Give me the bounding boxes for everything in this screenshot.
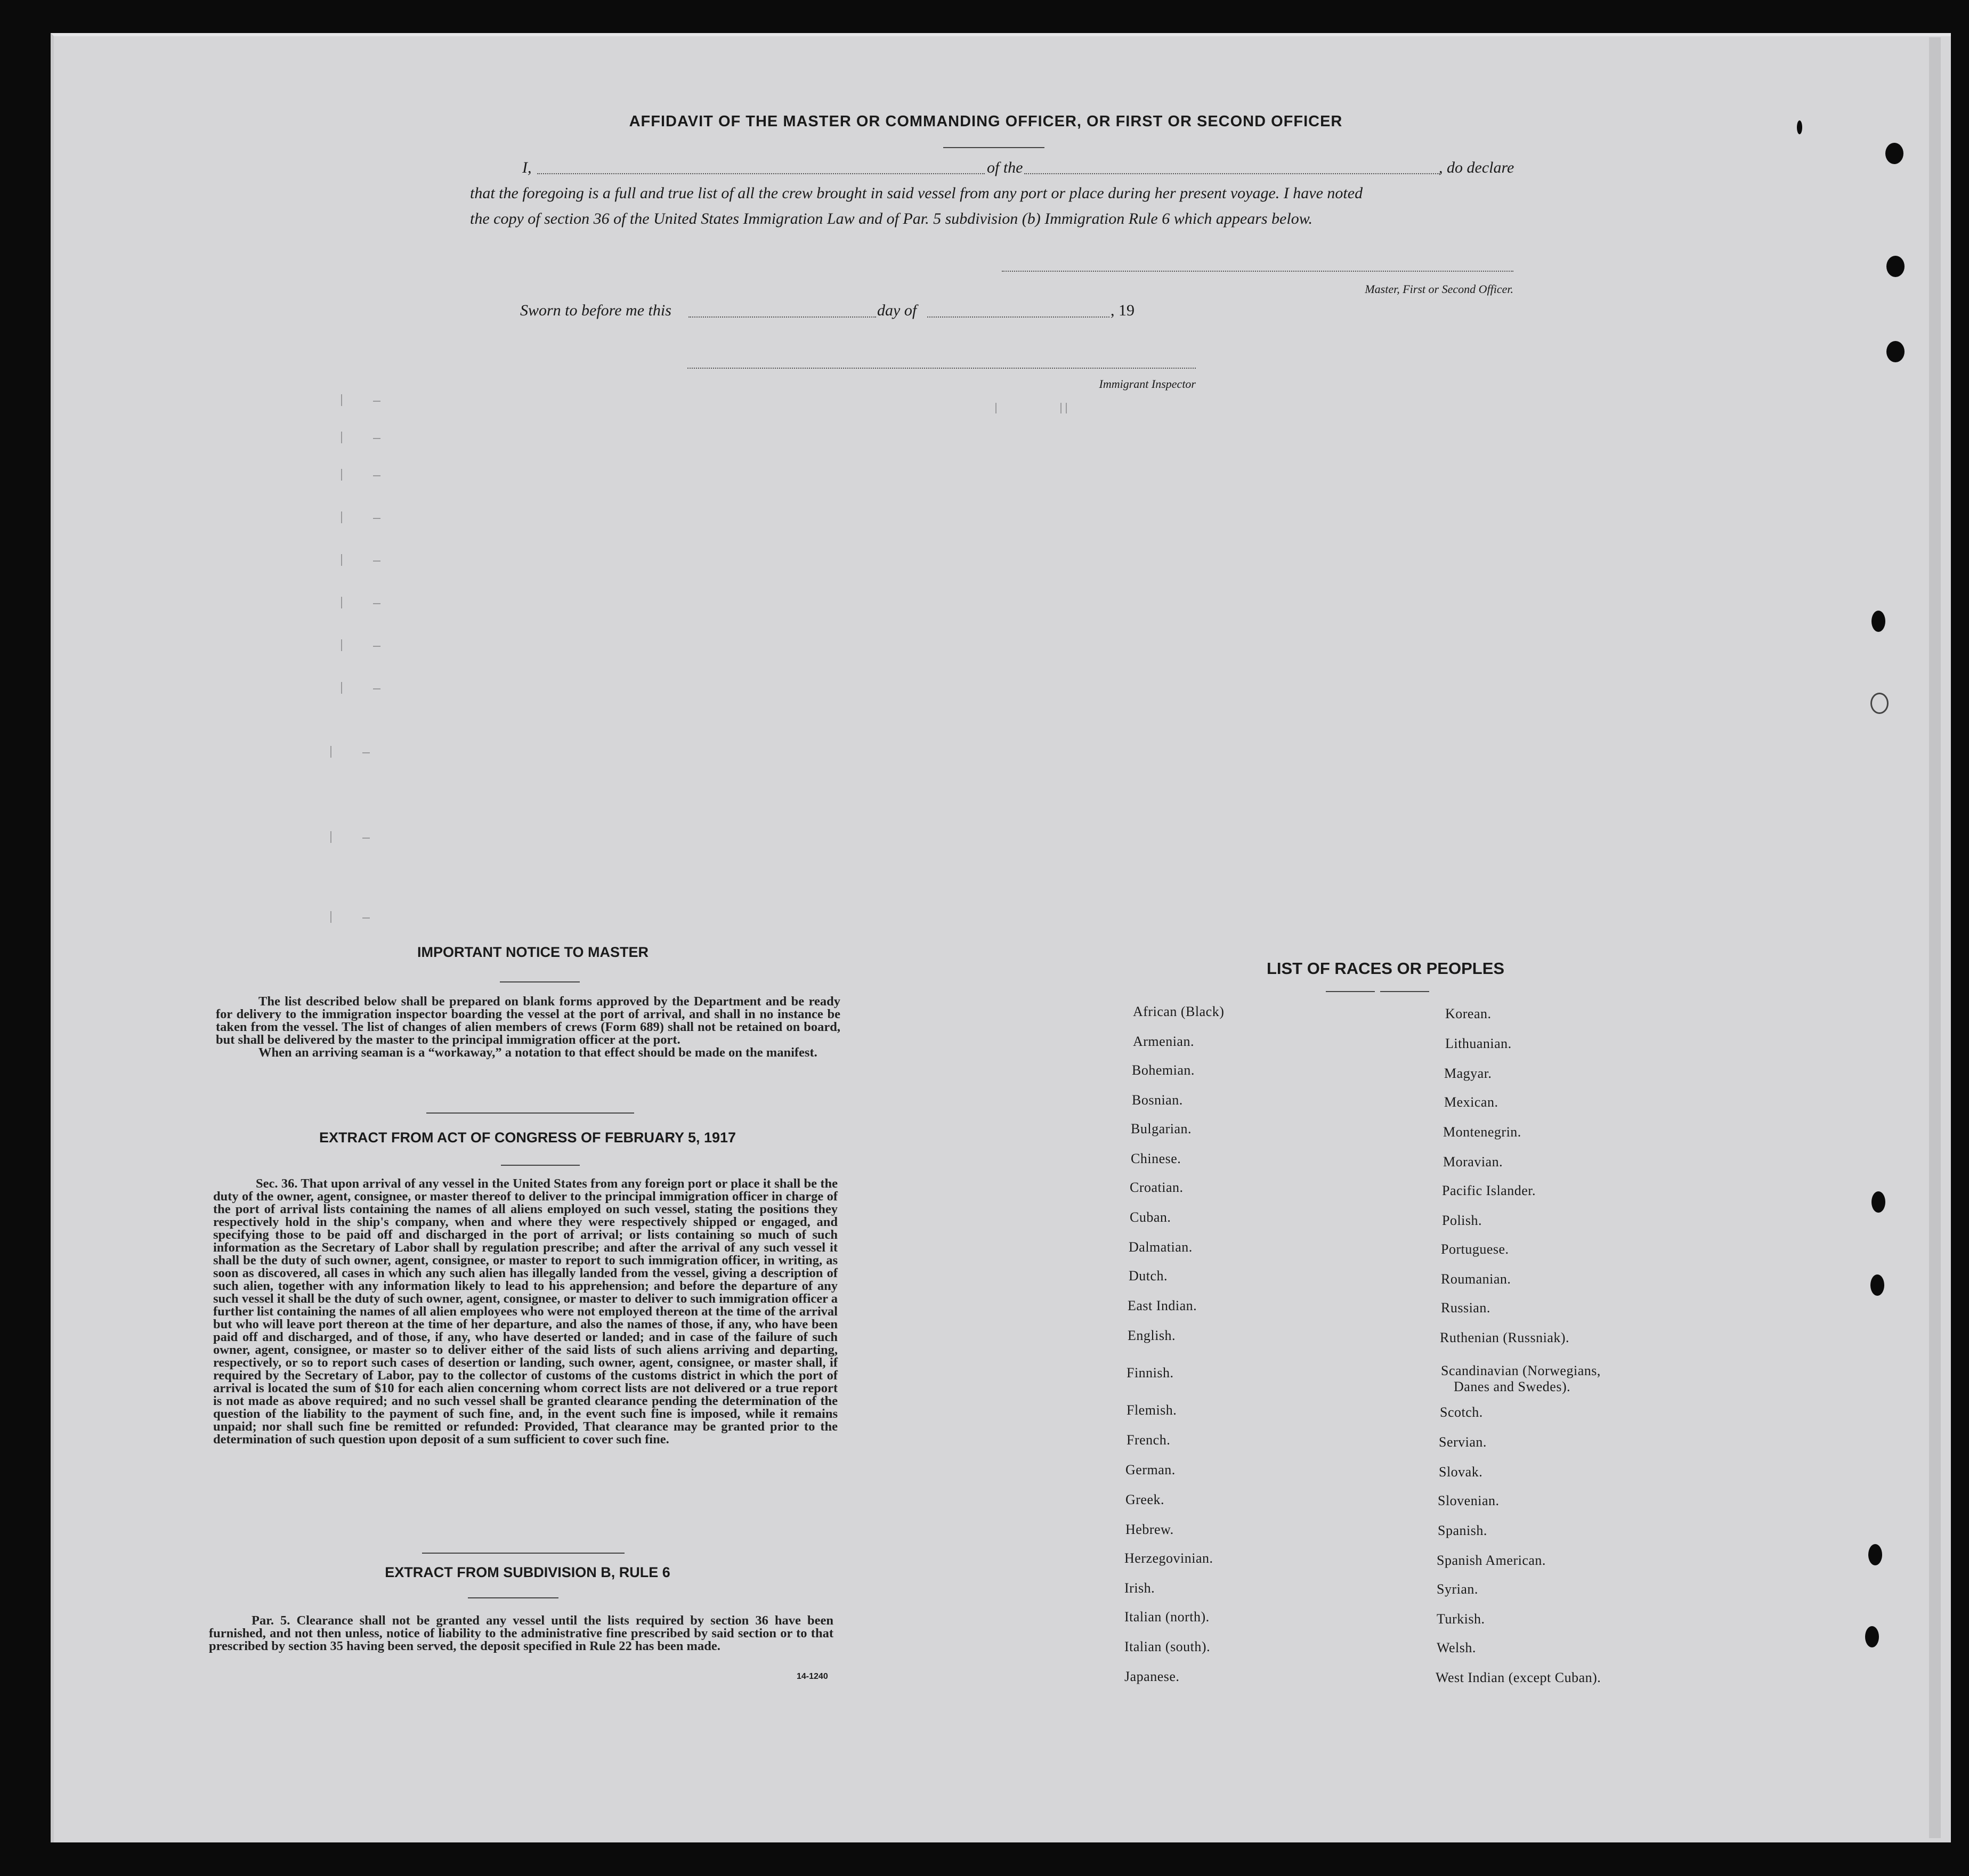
faint-mark (341, 394, 342, 406)
faint-mark (341, 432, 342, 443)
race-item: West Indian (except Cuban). (1436, 1670, 1601, 1685)
race-item: Ruthenian (Russniak). (1440, 1330, 1570, 1345)
race-item: Spanish. (1438, 1523, 1487, 1538)
sheet-edge (1929, 37, 1941, 1838)
race-item: Flemish. (1127, 1402, 1177, 1418)
race-item: Croatian. (1130, 1180, 1184, 1195)
extract-act-body (213, 1177, 838, 1446)
sworn-month-field[interactable] (927, 316, 1109, 318)
sworn-day-field[interactable] (688, 316, 876, 318)
divider (943, 147, 1044, 148)
race-item: Danes and Swedes). (1454, 1379, 1571, 1394)
faint-mark (362, 917, 370, 919)
faint-mark (330, 831, 331, 843)
faint-mark (1066, 403, 1067, 413)
binder-hole-icon (1871, 1191, 1885, 1213)
section-text: That upon arrival of any vessel in the United States from any foreign port or place it shall be the duty of the owner, agent, consignee, or master thereof to deliver to the principal immigration officer in charge of the port of arrival lists containing the names of all aliens employed on such vessel, stating the positions they respectively hold in the ship's company, when and where they were respectively shipped or engaged, and specifying those to be paid off and discharged in the port of arrival; or lists containing so much of such information as the Secretary of Labor shall by regulation prescribe; and after the arrival of any such vessel it shall be the duty of such owner, agent, consignee, or master to report to such immigration officer, in writing, as soon as discovered, all cases in which any such alien has illegally landed from the vessel, giving a description of such alien, together with any information likely to lead to his apprehension; and before the departure of any such vessel it shall be the duty of such owner, agent, consignee, or master to deliver to such immigration officer a further list containing the names of all alien employees who were not employed thereon at the time of the arrival but who will leave port thereon at the time of her departure, and also the names of those, if any, who have been paid off and discharged, and of those, if any, who have deserted or landed; and in case of the failure of such owner, agent, consignee, or master so to deliver either of the said lists of such aliens arriving and departing, respectively, or so to report such cases of desertion or landing, such owner, agent, consignee, or master shall, if required by the Secretary of Labor, pay to the collector of customs of the customs district in which the port of arrival is located the sum of $10 for each alien concerning whom correct lists are not delivered or a true report is not made as above required; and no such vessel shall be granted clearance pending the determination of the question of the liability to the payment of such fine, and, in the event such fine is imposed, while it remains unpaid; nor shall such fine be remitted or refunded: Provided, That clearance may be granted prior to the determination of such question upon deposit of a sum sufficient to cover such fine. (213, 1176, 838, 1447)
notice-body (216, 995, 840, 1059)
divider (1380, 991, 1429, 992)
race-item: Armenian. (1133, 1034, 1194, 1049)
race-item: Bosnian. (1132, 1092, 1183, 1108)
race-item: English. (1128, 1328, 1176, 1343)
faint-mark (362, 838, 370, 839)
faint-mark (373, 401, 380, 402)
race-item: Magyar. (1444, 1066, 1492, 1081)
affidavit-statement-line: the copy of section 36 of the United States Immigration Law and of Par. 5 subdivision (b) Immigration Rule 6 which appears below. (470, 210, 1312, 228)
race-item: East Indian. (1128, 1298, 1197, 1313)
faint-mark (373, 561, 380, 562)
race-item: Moravian. (1443, 1154, 1503, 1170)
race-item: Dutch. (1129, 1268, 1168, 1284)
notice-title: IMPORTANT NOTICE TO MASTER (417, 944, 649, 960)
form-number: 14-1240 (797, 1672, 828, 1681)
race-item: German. (1125, 1462, 1176, 1477)
race-item: Scotch. (1440, 1404, 1483, 1420)
master-signature-caption: Master, First or Second Officer. (1365, 282, 1513, 296)
binder-hole-icon (1886, 341, 1905, 362)
race-item: Montenegrin. (1443, 1124, 1521, 1140)
notice-paragraph: The list described below shall be prepared on blank forms approved by the Department and be ready for delivery to the immigration inspector boarding the vessel at the port of arrival, and shall in no instance be taken from the vessel. The list of changes of alien members of crews (Form 689) shall not be retained on board, but shall be delivered by the master to the principal immigration officer at the port. (216, 994, 840, 1047)
races-title: LIST OF RACES OR PEOPLES (1266, 959, 1505, 978)
race-item: Russian. (1441, 1300, 1490, 1315)
race-item: Dalmatian. (1129, 1239, 1193, 1255)
divider (426, 1112, 634, 1114)
divider (1326, 991, 1375, 992)
affidavit-statement-line: that the foregoing is a full and true list of all the crew brought in said vessel from any port or place during her present voyage. I have noted (470, 184, 1363, 202)
race-item: French. (1127, 1432, 1171, 1448)
binder-hole-icon (1871, 611, 1885, 632)
rule-paragraph: Par. 5. Clearance shall not be granted any vessel until the lists required by section 36 have been furnished, and not then unless, notice of liability to the administrative fine prescribed by said section or to that prescribed by section 35 having been served, the deposit specified in Rule 22 has been made. (209, 1613, 833, 1653)
race-item: Turkish. (1437, 1611, 1485, 1627)
race-item: Welsh. (1437, 1640, 1476, 1655)
race-item: Greek. (1125, 1492, 1165, 1507)
faint-mark (341, 511, 342, 523)
binder-hole-icon (1868, 1544, 1882, 1565)
race-item: Polish. (1442, 1213, 1482, 1228)
faint-mark (995, 403, 996, 413)
sworn-label: Sworn to before me this (520, 302, 671, 319)
race-item: Bulgarian. (1131, 1121, 1192, 1136)
extract-act-title: EXTRACT FROM ACT OF CONGRESS OF FEBRUARY 5, 1917 (319, 1130, 736, 1146)
race-item: Portuguese. (1441, 1241, 1509, 1257)
race-item: African (Black) (1133, 1004, 1225, 1019)
race-item: Hebrew. (1125, 1522, 1174, 1537)
race-item: Mexican. (1444, 1094, 1498, 1110)
officer-name-field[interactable] (537, 173, 985, 174)
notice-paragraph: When an arriving seaman is a “workaway,” a notation to that effect should be made on the manifest. (258, 1045, 817, 1060)
divider (422, 1553, 625, 1554)
race-item: Italian (north). (1124, 1609, 1210, 1625)
faint-mark (373, 518, 380, 519)
faint-mark (373, 438, 380, 439)
race-item: Irish. (1124, 1580, 1155, 1596)
race-item: Pacific Islander. (1442, 1183, 1536, 1198)
extract-rule-body (209, 1614, 833, 1653)
faint-mark (362, 752, 370, 753)
race-item: Italian (south). (1124, 1639, 1211, 1654)
faint-mark (1060, 403, 1062, 413)
affidavit-of-the-label: of the (987, 159, 1023, 176)
race-item: Herzegovinian. (1124, 1550, 1213, 1566)
race-item: Bohemian. (1132, 1062, 1195, 1078)
race-item: Korean. (1445, 1006, 1492, 1021)
binder-hole-icon (1865, 1626, 1879, 1647)
binder-hole-icon (1870, 1274, 1884, 1296)
master-signature-field[interactable] (1002, 271, 1513, 272)
faint-mark (341, 554, 342, 566)
faint-mark (341, 597, 342, 608)
faint-mark (330, 746, 331, 758)
faint-mark (341, 682, 342, 694)
binder-hole-icon (1886, 256, 1905, 277)
race-item: Chinese. (1131, 1151, 1181, 1166)
binder-hole-outline-icon (1870, 693, 1889, 714)
binder-hole-icon (1885, 143, 1903, 164)
race-item: Syrian. (1437, 1581, 1478, 1597)
vessel-name-field[interactable] (1024, 173, 1440, 174)
race-item: Roumanian. (1441, 1271, 1511, 1287)
faint-mark (373, 603, 380, 604)
affidavit-i-label: I, (522, 159, 532, 176)
affidavit-title: AFFIDAVIT OF THE MASTER OR COMMANDING OFFICER, OR FIRST OR SECOND OFFICER (629, 113, 1343, 130)
race-item: Finnish. (1127, 1365, 1174, 1380)
year-label: , 19 (1111, 302, 1135, 319)
race-item: Lithuanian. (1445, 1036, 1512, 1051)
ink-mark-icon (1797, 120, 1802, 134)
affidavit-declare-label: , do declare (1439, 159, 1514, 176)
faint-mark (341, 639, 342, 651)
race-item: Japanese. (1124, 1669, 1180, 1684)
race-item: Spanish American. (1437, 1553, 1546, 1568)
inspector-signature-field[interactable] (687, 368, 1196, 369)
race-item: Servian. (1439, 1434, 1487, 1450)
faint-mark (373, 646, 380, 647)
faint-mark (373, 688, 380, 689)
race-item: Scandinavian (Norwegians, (1441, 1363, 1601, 1378)
faint-mark (373, 475, 380, 476)
inspector-caption: Immigrant Inspector (1099, 377, 1196, 391)
divider (501, 1165, 580, 1166)
faint-mark (330, 911, 331, 923)
extract-rule-title: EXTRACT FROM SUBDIVISION B, RULE 6 (385, 1564, 670, 1580)
race-item: Cuban. (1130, 1209, 1171, 1225)
divider (468, 1597, 558, 1598)
day-of-label: day of (877, 302, 917, 319)
section-label: Sec. 36. (256, 1176, 298, 1191)
divider (500, 981, 580, 982)
race-item: Slovak. (1439, 1464, 1483, 1480)
race-item: Slovenian. (1438, 1493, 1500, 1508)
faint-mark (341, 469, 342, 481)
